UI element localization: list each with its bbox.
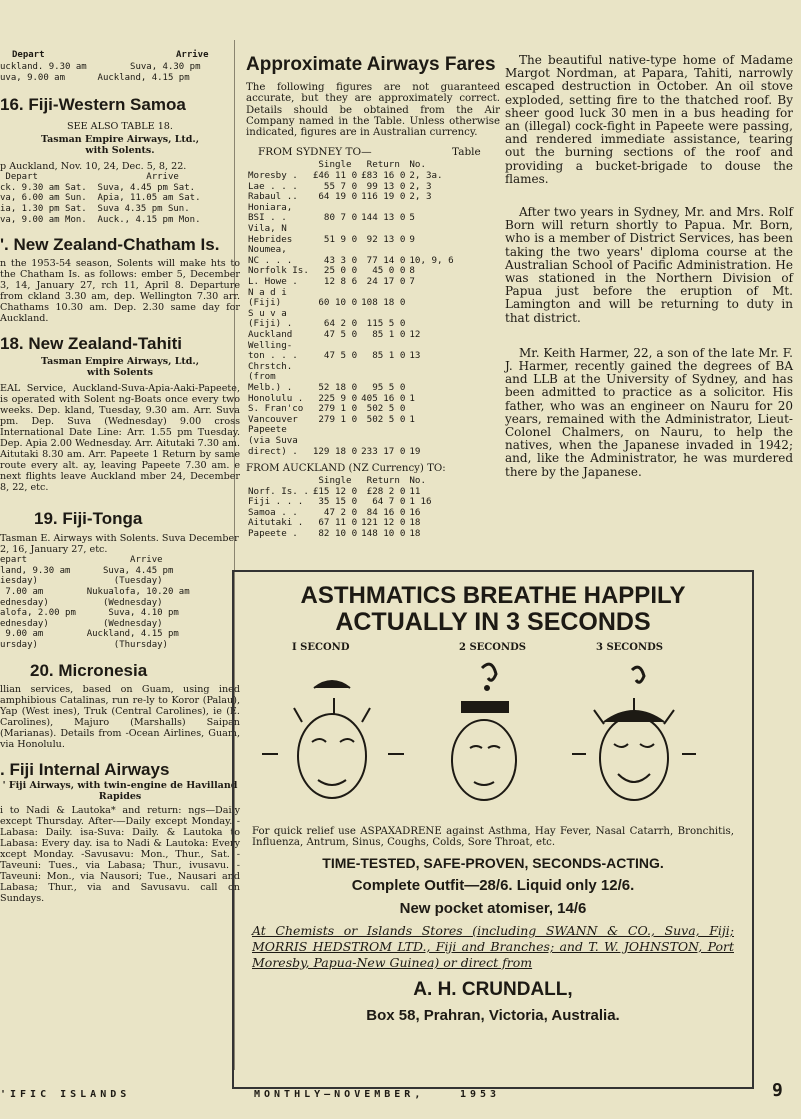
fare-table-no — [407, 362, 455, 373]
fare-destination: Papeete . — [248, 528, 298, 540]
news-item-born: After two years in Sydney, Mr. and Mrs. Rolf Born will return shortly to Papua. Mr. Born, who is a member of District Services, has been taking the two years' diploma course at the Australian School of Pacific Administration. He was stationed in the Northern Division of Papua just before the eruption of Mt. Lamington and will be returning to duty in that district. — [505, 205, 793, 325]
ad-subheadline: ACTUALLY IN 3 SECONDS — [335, 608, 651, 636]
fare-destination: BSI . . — [248, 212, 287, 224]
section-21-title: . Fiji Internal Airways — [0, 759, 170, 779]
fare-destination: Honolulu . — [248, 392, 304, 404]
depart-heading: Depart — [12, 50, 45, 60]
fare-single: 129 18 0 — [312, 445, 358, 457]
sydney-fares-table — [246, 160, 456, 457]
fare-destination: direct) . — [248, 445, 298, 457]
fare-return: 85 1 0 — [372, 350, 406, 362]
ad-atomiser: New pocket atomiser, 14/6 — [399, 899, 587, 917]
fare-table-no: 1 — [409, 392, 415, 404]
fare-single: 43 3 0 — [323, 254, 358, 266]
fare-row — [246, 447, 456, 458]
ad-price: Complete Outfit—28/6. Liquid only 12/6. — [351, 876, 635, 894]
fare-return: 77 14 0 — [366, 254, 406, 266]
page-number: 9 — [772, 1080, 783, 1101]
fare-destination: Vila, N — [248, 223, 287, 235]
fare-row — [246, 330, 456, 341]
fare-single: 47 2 0 — [323, 506, 358, 518]
section-17-text: n the 1953-54 season, Solents will make hts to the Chatham Is. as follows: ember 5, December 3, 14, January 27, rch 11, April 8. Departure from ckland 3.30 am, dep. Wellington 7.30 arr. Chathams 10.30 am. Dep. 2.30 same day for Auckland. — [0, 258, 240, 325]
fare-table-no: 2, 3a. — [409, 170, 443, 182]
fare-return: 64 7 0 — [372, 496, 406, 508]
fare-single: 47 5 0 — [323, 350, 358, 362]
fare-single: 80 7 0 — [323, 212, 358, 224]
fare-destination: Moresby . — [248, 170, 298, 182]
fare-return: 95 5 0 — [372, 381, 406, 393]
section-16-dates: p Auckland, Nov. 10, 24, Dec. 5, 8, 22. — [0, 161, 187, 173]
fare-destination: (from — [248, 371, 276, 383]
fare-single: 25 0 0 — [323, 265, 358, 277]
fares-column — [246, 0, 500, 540]
fare-destination: Lae . . . — [248, 180, 298, 192]
fare-single — [311, 362, 359, 373]
panel-label-2: 2 SECONDS — [459, 642, 526, 653]
fare-destination: Norf. Is. . — [248, 485, 309, 497]
fare-table-no: 7 — [409, 276, 415, 288]
fare-table-no — [407, 298, 455, 309]
fare-return: 99 13 0 — [366, 180, 406, 192]
footer-issue: MONTHLY—NOVEMBER, — [254, 1089, 425, 1100]
fare-return — [359, 436, 407, 447]
fare-destination: Hebrides — [248, 233, 293, 245]
section-18-text: EAL Service, Auckland-Suva-Apia-Aaki-Papeete, is operated with Solent ng-Boats once every two weeks. Dep. kland, Tuesday, 9.30 am. Arr. Suva pm. Dep. Suva (Wednesday) 9.00 cross International Date Line: Arr. 1.55 pm Tuesday. Dep. Apia 2.00 Wednesday. Arr. Aitutaki 7.30 am. Aitutaki 8.30 am. Arr. Papeete 1 Return by same route every alt. ay, leaving Papeete 7.30 am. e next flights leave Auckland mber 24, December 8, 22, etc. — [0, 383, 240, 494]
fare-single: £46 11 0 — [312, 170, 358, 182]
fare-row — [246, 362, 456, 373]
fare-table-no: 8 — [409, 265, 415, 277]
fare-table-no: 2, 3 — [409, 191, 432, 203]
fare-row — [246, 436, 456, 447]
section-16-schedule: Depart Arrive ck. 9.30 am Sat. Suva, 4.45 pm Sat. va, 6.00 am Sun. Apia, 11.05 am Sat. ia, 1.30 pm Sat. Suva 4.35 pm Sun. va, 9.00 am Mon. Auck., 4.15 pm Mon. — [0, 172, 201, 225]
fare-destination: Noumea, — [248, 244, 287, 256]
col-no: No. — [409, 475, 426, 487]
section-16-see-also: SEE ALSO TABLE 18. — [67, 121, 173, 133]
col-return: Return — [366, 475, 400, 487]
fare-return: 405 16 0 — [361, 392, 406, 404]
fare-single: 51 9 0 — [323, 233, 358, 245]
fare-single: 47 5 0 — [323, 328, 358, 340]
fare-single: 52 18 0 — [318, 381, 358, 393]
news-item-harmer: Mr. Keith Harmer, 22, a son of the late Mr. F. J. Harmer, recently gained the degrees of BA and LLB at the University of Sydney, and has been admitted to practice as a solicitor. His father, who was an engineer on Nauru for 20 years, remained with the Administrator, Lieut-Colonel Chalmers, on Nauru, to help the natives, when the Japanese invaded in 1942; and, like the Administrator, he was murdered there by the Japanese. — [505, 345, 793, 479]
fare-table-no: 18 — [409, 517, 421, 529]
fare-single: 12 8 6 — [323, 276, 358, 288]
fare-return: 144 13 0 — [361, 212, 406, 224]
col-return: Return — [366, 159, 400, 171]
fare-table-no: 1 16 — [409, 496, 432, 508]
top-schedule: uckland. 9.30 am Suva, 4.30 pm uva, 9.00 am Auckland, 4.15 pm — [0, 62, 201, 83]
fare-return: 92 13 0 — [366, 233, 406, 245]
fare-return: 84 16 0 — [366, 506, 406, 518]
fare-destination: L. Howe . — [248, 276, 298, 288]
table-label: Table — [452, 146, 481, 159]
fares-intro: The following figures are not guaranteed accurate, but they are approximately correct. Details should be obtained from the Air Company named in the Table. Unless otherwise indicated, figures are in Australian currency. — [246, 82, 500, 139]
fare-return — [359, 362, 407, 373]
fare-return: 45 0 0 — [372, 265, 406, 277]
col-no: No. — [409, 159, 426, 171]
fare-single: 82 10 0 — [318, 528, 358, 540]
fare-destination: Samoa . . — [248, 506, 298, 518]
ad-tagline: TIME-TESTED, SAFE-PROVEN, SECONDS-ACTING. — [322, 854, 664, 871]
fare-table-no: 12 — [409, 328, 421, 340]
col-single: Single — [318, 159, 352, 171]
fare-return: 24 17 0 — [366, 276, 406, 288]
fare-destination: Fiji . . . — [248, 496, 304, 508]
news-column — [505, 0, 793, 479]
panel-label-1: I SECOND — [292, 642, 350, 653]
fare-table-no: 2, 3 — [409, 180, 432, 192]
fare-return — [359, 425, 407, 436]
section-21-company: ' Fiji Airways, with twin-engine de Havilland Rapides — [2, 779, 238, 802]
fare-single: 64 2 0 — [323, 318, 358, 330]
wheezing-face-icon — [262, 681, 404, 798]
fare-table-no: 18 — [409, 528, 421, 540]
fare-destination: NC . . . — [248, 254, 293, 266]
fare-destination: Norfolk Is. — [248, 265, 309, 277]
section-19-company: Tasman E. Airways with Solents. Suva December 2, 16, January 27, etc. — [0, 533, 239, 556]
fare-return: 116 19 0 — [361, 191, 406, 203]
fare-return: 115 5 0 — [366, 318, 406, 330]
news-item-nordman: The beautiful native-type home of Madame Margot Nordman, at Papara, Tahiti, narrowly escaped destruction in October. An oil stove exploded, setting fire to the thatched roof. By sheer good luck 30 men in a bus heading for an (illegal) cock-fight in Papeete were passing, and rendered immediate assistance, tearing out the burning sections of the roof and providing a bucket-brigade to douse the flames. — [505, 53, 793, 186]
col-single: Single — [318, 475, 352, 487]
auckland-heading: FROM AUCKLAND (NZ Currency) TO: — [246, 463, 446, 475]
fare-destination: Chrstch. — [248, 360, 293, 372]
section-21-text: i to Nadi & Lautoka* and return: ngs—Daily except Thursday. After-—Daily except Monday. -Labasa: Daily. isa-Suva: Daily. & Lautoka to Labasa: Every day. isa to Nadi & Lautoka: Every xcept Monday. -Savusavu: Mon., Thur., Sat. -Taveuni: Tues., via Labasa; Thur., ivusavu. -Taveuni: Mon., via Nausori; Tue., Nausari and Labasa; Thur., via and Savusavu. call on Sundays. — [0, 804, 240, 904]
aspaxadrene-advertisement — [232, 570, 754, 1089]
spraying-face-icon — [452, 664, 516, 800]
timetable-column — [0, 0, 240, 904]
fare-return: 148 10 0 — [361, 528, 406, 540]
fare-destination: Rabaul .. — [248, 191, 298, 203]
fare-table-no — [407, 425, 455, 436]
fare-single — [311, 436, 359, 447]
fare-destination: S u v a — [248, 307, 287, 319]
section-20-text: llian services, based on Guam, using ined amphibious Catalinas, run re-ly to Koror (Palau), Yap (West ines), Truk (Central Carolines), ie (E. Carolines), Majuro (Marshalls) Saipan (Marianas). Details from -Ocean Airlines, Guam, via Honolulu. — [0, 683, 240, 750]
auckland-fares-table — [246, 476, 434, 540]
section-20-title: 20. Micronesia — [30, 660, 148, 680]
section-18-company: Tasman Empire Airways, Ltd., with Solents — [40, 356, 200, 379]
fare-return: 502 5 0 — [366, 403, 406, 415]
section-17-title: '. New Zealand-Chatham Is. — [0, 235, 220, 255]
fare-return: 502 5 0 — [366, 413, 406, 425]
fare-destination: Welling- — [248, 339, 293, 351]
fare-return: 233 17 0 — [361, 445, 406, 457]
panel-label-3: 3 SECONDS — [596, 642, 663, 653]
section-19-title: 19. Fiji-Tonga — [34, 509, 143, 529]
arrive-heading: Arrive — [176, 50, 209, 60]
fare-single: 67 11 0 — [318, 517, 358, 529]
fare-return: £28 2 0 — [366, 485, 406, 497]
fare-table-no: 11 — [409, 485, 421, 497]
fare-return: 108 18 0 — [361, 297, 406, 309]
fare-row — [246, 529, 434, 540]
fare-return: £83 16 0 — [361, 170, 406, 182]
section-18-title: 18. New Zealand-Tahiti — [0, 334, 183, 354]
fare-destination: Aitutaki . — [248, 517, 304, 529]
fare-return: 85 1 0 — [372, 328, 406, 340]
fare-destination: Auckland — [248, 328, 293, 340]
fare-destination: S. Fran'co — [248, 403, 304, 415]
fare-table-no: 13 — [409, 350, 421, 362]
ad-body: For quick relief use ASPAXADRENE against Asthma, Hay Fever, Nasal Catarrh, Bronchitis, Influenza, Antrum, Sinus, Coughs, Colds, Sore Throat, etc. — [252, 826, 734, 849]
fare-single — [311, 425, 359, 436]
fare-single: 55 7 0 — [323, 180, 358, 192]
sydney-heading: FROM SYDNEY TO— — [258, 146, 372, 159]
fare-destination: (via Suva — [248, 434, 298, 446]
fare-destination: Honiara, — [248, 201, 293, 213]
fare-table-no: 5 — [409, 212, 415, 224]
three-faces-illustration — [234, 658, 748, 818]
ad-headline: ASTHMATICS BREATHE HAPPILY — [300, 582, 686, 609]
ad-stockists: At Chemists or Islands Stores (including SWANN & CO., Suva, Fiji; MORRIS HEDSTROM LTD., Fiji and Branches; and T. W. JOHNSTON, Port Moresby, Papua-New Guinea) or direct from — [252, 922, 734, 970]
fare-table-no: 16 — [409, 506, 421, 518]
section-19-schedule: epart Arrive land, 9.30 am Suva, 4.45 pm iesday) (Tuesday) 7.00 am Nukualofa, 10.20 am ednesday) (Wednesday) alofa, 2.00 pm Suva, 4.10 pm ednesday) (Wednesday) 9.00 am Auckland, 4.15 pm ursday) (Thursday) — [0, 555, 190, 650]
fare-single: 60 10 0 — [318, 297, 358, 309]
fare-single: 279 1 0 — [318, 413, 358, 425]
footer-year: 1953 — [460, 1089, 501, 1100]
fares-title: Approximate Airways Fares — [246, 54, 496, 75]
section-16-company: Tasman Empire Airways, Ltd., with Solents. — [40, 134, 200, 157]
fare-destination: N a d i — [248, 286, 287, 298]
ad-address: Box 58, Prahran, Victoria, Australia. — [366, 1006, 620, 1024]
footer-magazine-name: 'IFIC ISLANDS — [0, 1089, 131, 1100]
fare-row — [246, 383, 456, 394]
fare-destination: Papeete — [248, 424, 287, 436]
fare-destination: (Fiji) . — [248, 318, 293, 330]
fare-destination: ton . . . — [248, 350, 298, 362]
fare-table-no — [407, 436, 455, 447]
fare-table-no — [407, 309, 455, 320]
fare-table-no: 1 — [409, 413, 415, 425]
fare-destination: (Fiji) — [248, 297, 282, 309]
fare-destination: Vancouver — [248, 413, 298, 425]
fare-single: 279 1 0 — [318, 403, 358, 415]
fare-destination: Melb.) . — [248, 381, 293, 393]
fare-table-no: 10, 9, 6 — [409, 254, 454, 266]
fare-single: 35 15 0 — [318, 496, 358, 508]
fare-single: £15 12 0 — [312, 485, 358, 497]
fare-table-no: 19 — [409, 445, 421, 457]
section-16-title: 16. Fiji-Western Samoa — [0, 95, 186, 115]
fare-table-no — [407, 372, 455, 383]
fare-table-no: 9 — [409, 233, 415, 245]
fare-single: 64 19 0 — [318, 191, 358, 203]
fare-table-no — [407, 288, 455, 299]
fare-table-no — [407, 383, 455, 394]
ad-company: A. H. CRUNDALL, — [413, 978, 573, 1000]
fare-return: 121 12 0 — [361, 517, 406, 529]
fare-single: 225 9 0 — [318, 392, 358, 404]
relieved-face-icon — [572, 667, 696, 800]
